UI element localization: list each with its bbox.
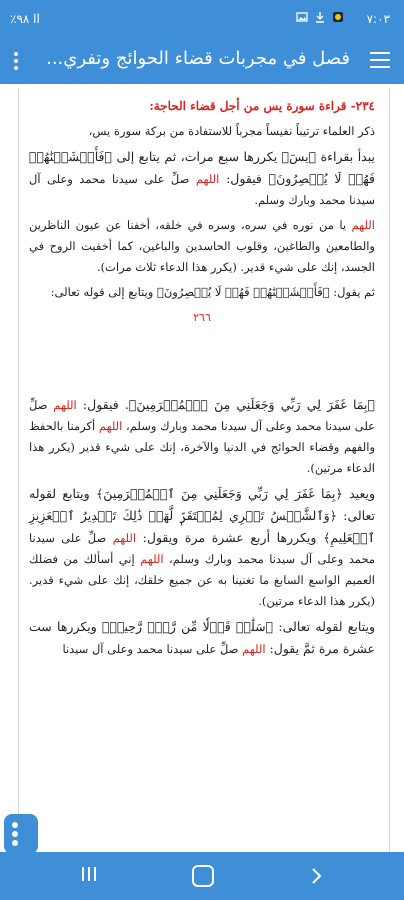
system-nav-bar — [0, 852, 404, 900]
book-page[interactable] — [18, 88, 390, 869]
paragraph: ذكر العلماء ترتيباً نفيساً مجرباً للاستفادة من بركة سورة يس، — [88, 124, 375, 138]
paragraph: ثم يقول: ﴿فَأَغۡشَيۡنَٰهُمۡ فَهُمۡ لَا يُبۡصِرُونَ﴾ ويتابع إلى قوله تعالى: — [50, 285, 375, 299]
notification-icons — [296, 11, 344, 23]
paragraph: يبدأ بقراءة ﴿يسٓ﴾ يكررها سبع مرات، ثم يتابع إلى ﴿فَأَغۡشَيۡنَٰهُمۡ فَهُمۡ لَا يُبۡصِرُونَ﴾ فيقول: اللهم صلِّ على سيدنا محمد وعلى آل سيدنا محمد وبارك وسلم. — [29, 149, 375, 207]
paragraph: ويتابع لقوله تعالى: ﴿سَلَٰمٞ قَوۡلٗا مِّن رَّبّٖ رَّحِيمٖ﴾ ويكررها ست عشرة مرة ثمَّ يقول: اللهم صلِّ على سيدنا محمد وعلى آل سيدنا — [29, 619, 375, 656]
clock: ٧:٠٣ — [366, 12, 390, 26]
home-icon[interactable] — [192, 865, 214, 887]
section-heading: ٢٣٤- قراءة سورة يس من أجل قضاء الحاجة: — [149, 99, 375, 113]
image-icon — [296, 11, 308, 23]
more-vert-icon-dot — [12, 831, 18, 837]
more-vert-icon — [12, 822, 18, 828]
page-break — [29, 328, 375, 394]
battery-signal-indicator: ٪٩٨ ‌ll — [10, 12, 40, 26]
page-title: فصل في مجربات قضاء الحوائج وتفري... — [46, 48, 350, 69]
download-icon — [314, 11, 326, 23]
status-bar — [0, 0, 404, 38]
paragraph: ﴿بِمَا غَفَرَ لِي رَبِّي وَجَعَلَنِي مِنَ ٱلۡمُكۡرَمِينَ﴾. فيقول: اللهم صلِّ على سيدنا محمد وعلى آل سيدنا محمد وبارك وسلم، اللهم أكرمنا بالحفظ والفهم وقضاء الحوائج في الدنيا والآخرة، إنك على شيء قدير (يكرر هذا الدعاء مرتين). — [29, 397, 375, 475]
floating-menu-button[interactable] — [4, 814, 38, 854]
recent-apps-icon[interactable] — [82, 866, 102, 886]
page-content — [19, 88, 389, 660]
app-notification-icon — [332, 11, 344, 23]
page-number: ٢٦٦ — [193, 311, 211, 324]
app-bar — [0, 38, 404, 84]
more-vert-icon[interactable] — [14, 52, 20, 72]
paragraph: اللهم يا من نوره في سره، وسره في خلقه، أخفنا عن عيون الناظرين والطامعين والطاغين، وقلوب الحاسدين والباغين، كما أخفيت الروح في الجسد، إنك على شيء قدير. (يكرر هذا الدعاء ثلاث مرات). — [29, 218, 375, 274]
hamburger-icon[interactable] — [370, 52, 390, 70]
paragraph: ويعيد ﴿بِمَا غَفَرَ لِي رَبِّي وَجَعَلَنِي مِنَ ٱلۡمُكۡرَمِينَ﴾ ويتابع لقوله تعالى: ﴿وَٱلشَّمۡسُ تَجۡرِي لِمُسۡتَقَرّٖ لَّهَاۚ ذَٰلِكَ تَقۡدِيرُ ٱلۡعَزِيزِ ٱلۡعَلِيمِ﴾ ويكررها أربع عشرة مرة ويقول: اللهم صلِّ على سيدنا محمد وعلى آل سيدنا محمد وبارك وسلم، اللهم إني أسألك من فضلك العميم الواسع السابغ ما تغنينا به عن جميع خلقك، إنك على شيء قدير. (يكرر هذا الدعاء مرتين). — [29, 486, 375, 608]
more-vert-icon-dot — [12, 840, 18, 846]
back-icon[interactable] — [306, 866, 326, 886]
